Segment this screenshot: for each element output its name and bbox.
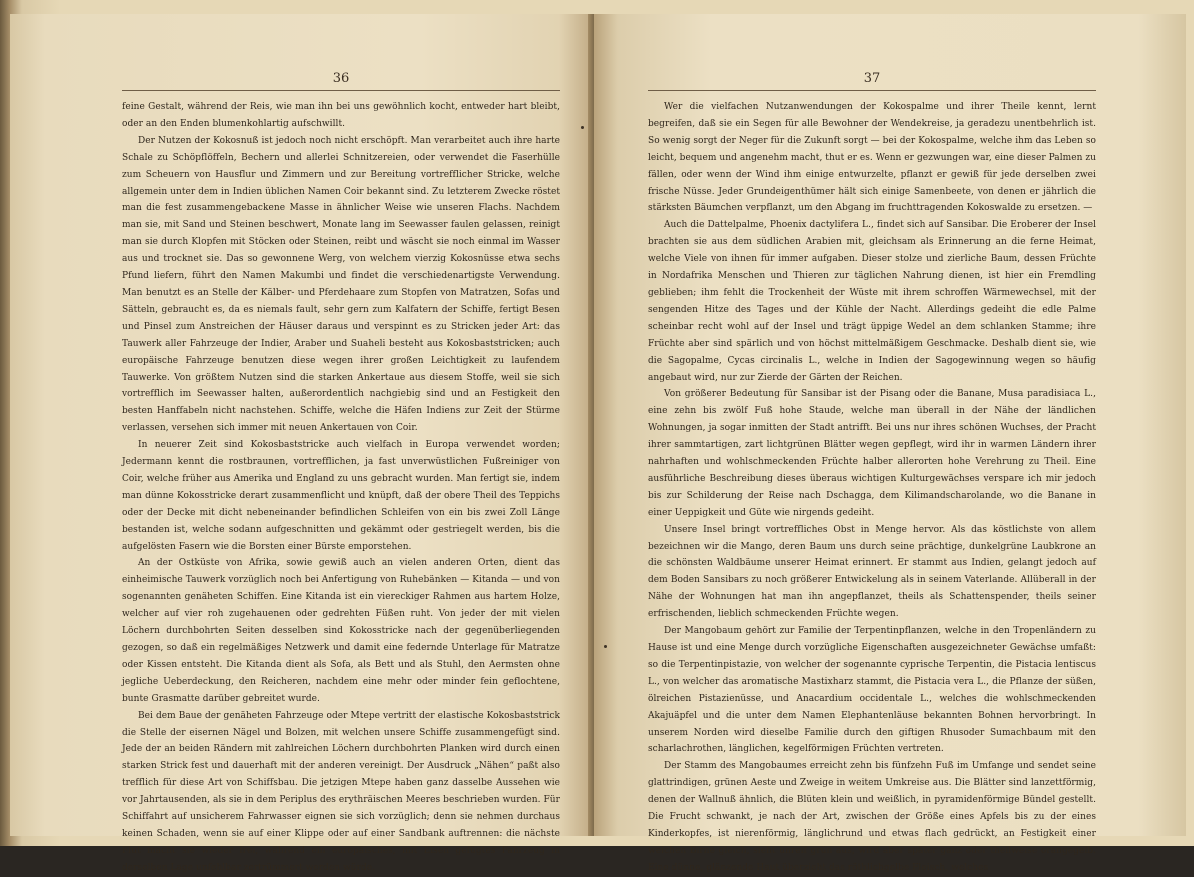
left-page-number: 36 xyxy=(332,71,350,86)
left-page-text xyxy=(122,99,560,877)
right-page-text xyxy=(648,99,1096,877)
right-page-number: 37 xyxy=(863,71,881,86)
paragraph: Unsere Insel bringt vortreffliches Obst in Menge hervor. Als das köstlichste von allem bezeichnen wir die Mango, deren Baum uns durch seine prächtige, dunkelgrüne Laubkrone an die schönsten Waldbäume unserer Heimat erinnert. Er stammt aus Indien, gelangt jedoch auf dem Boden Sansibars zu noch größerer Entwickelung als in seinem Vaterlande. Allüberall in der Nähe der Wohnungen hat man ihn angepflanzet, theils als Schattenspender, theils seiner erfrischenden, lieblich schmeckenden Früchte wegen. xyxy=(648,524,1096,620)
binding-tack-mark xyxy=(604,645,607,648)
right-header-rule xyxy=(648,90,1096,91)
right-page xyxy=(594,14,1186,873)
paragraph: Auch die Dattelpalme, Phoenix dactylifera L., findet sich auf Sansibar. Die Eroberer der Insel brachten sie aus dem südlichen Arabien mit, gleichsam als Erinnerung an die ferne Heimat, welche Viele von ihnen für immer aufgaben. Dieser stolze und zierliche Baum, dessen Früchte in Nordafrika Menschen und Thieren zur täglichen Nahrung dienen, ist hier ein Fremdling geblieben; ihm fehlt die Trockenheit der Wüste mit ihrem schroffen Wärmewechsel, mit der sengenden Hitze des Tages und der Kühle der Nacht. Allerdings gedeiht die edle Palme scheinbar recht wohl auf der Insel und trägt üppige Wedel an dem schlanken Stamme; ihre Früchte aber sind spärlich und von höchst mittelmäßigem Geschmacke. Deshalb dient sie, wie die Sagopalme, Cycas circinalis L., welche in Indien der Sagogewinnung wegen so häufig angebaut wird, nur zur Zierde der Gärten der Reichen. xyxy=(648,220,1096,383)
paragraph: Der Mangobaum gehört zur Familie der Terpentinpflanzen, welche in den Tropenländern zu Hause ist und eine Menge durch vorzügliche Eigenschaften ausgezeichneter Gewächse umfaßt: so die Terpentinpistazie, von welcher der sogenannte cyprische Terpentin, die Pistacia lentiscus L., von welcher das aromatische Mastixharz stammt, die Pistacia vera L., die Pflanze der süßen, ölreichen Pistazienüsse, und Anacardium occidentale L., welches die wohlschmeckenden Akajuäpfel und die unter dem Namen Elephantenläuse bekannten Bohnen hervorbringt. In unserem Norden wird dieselbe Familie durch den giftigen Rhusoder Sumachbaum mit den scharlachrothen, länglichen, kegelförmigen Früchten vertreten. xyxy=(648,626,1096,755)
paragraph: feine Gestalt, während der Reis, wie man ihn bei uns gewöhnlich kocht, entweder hart bleibt, oder an den Enden blumenkohlartig aufschwillt. xyxy=(122,102,560,129)
paragraph: Der Stamm des Mangobaumes erreicht zehn bis fünfzehn Fuß im Umfange und sendet seine glattrindigen, grünen Aeste und Zweige in weitem Umkreise aus. Die Blätter sind lanzettförmig, denen der Wallnuß ähnlich, die Blüten klein und weißlich, in pyramidenförmige Bündel gestellt. Die Frucht schwankt, je nach der Art, zwischen der Größe eines Apfels bis zu der eines Kinderkopfes, ist nierenförmig, länglichrund und etwas flach gedrückt, an Festigkeit einer weichen Birne gleich, sieht unreif grün aus, wird aber später ganz oder theilweise orangegelb. Eine dünne, glänzende Haut überzieht das röthlichgelbe Fleisch, welches xyxy=(648,761,1096,873)
left-page xyxy=(10,14,594,873)
paragraph: Wer die vielfachen Nutzanwendungen der Kokospalme und ihrer Theile kennt, lernt begreifen, daß sie ein Segen für alle Bewohner der Wendekreise, ja geradezu unentbehrlich ist. So wenig sorgt der Neger für die Zukunft sorgt — bei der Kokospalme, welche ihm das Leben so leicht, bequem und angenehm macht, thut er es. Wenn er gezwungen war, eine dieser Palmen zu fällen, oder wenn der Wind ihm einige entwurzelte, pflanzt er gewiß für jede derselben zwei frische Nüsse. Jeder Grundeigenthümer hält sich einige Samenbeete, von denen er jährlich die stärksten Bäumchen verpflanzt, um den Abgang im fruchttragenden Kokoswalde zu ersetzen. — xyxy=(648,102,1096,214)
paragraph: In neuerer Zeit sind Kokosbaststricke auch vielfach in Europa verwendet worden; Jedermann kennt die rostbraunen, vortrefflichen, ja fast unverwüstlichen Fußreiniger von Coir, welche früher aus Amerika und England zu uns gebracht wurden. Man fertigt sie, indem man dünne Kokosstricke derart zusammenflicht und knüpft, daß der obere Theil des Teppichs oder der Decke mit dicht nebeneinander befindlichen Schleifen von ein bis zwei Zoll Länge bestanden ist, welche sodann aufgeschnitten und gekämmt oder gestriegelt werden, bis die aufgelösten Fasern wie die Borsten einer Bürste emporstehen. xyxy=(122,440,560,552)
paragraph: Bei dem Baue der genäheten Fahrzeuge oder Mtepe vertritt der elastische Kokosbaststrick die Stelle der eisernen Nägel und Bolzen, mit welchen unsere Schiffe zusammengefügt sind. Jede der an beiden Rändern mit zahlreichen Löchern durchbohrten Planken wird durch einen starken Strick fest und dauerhaft mit der anderen vereinigt. Der Ausdruck „Nähen“ paßt also trefflich für diese Art von Schiffsbau. Die jetzigen Mtepe haben ganz dasselbe Aussehen wie vor Jahrtausenden, als sie in dem Periplus des erythräischen Meeres beschrieben wurden. Für Schiffahrt auf unsicherem Fahrwasser eignen sie sich vorzüglich; denn sie nehmen durchaus keinen Schaden, wenn sie auf einer Klippe oder auf einer Sandbank auftrennen: die nächste Flut macht sie wieder frei, während ein europäisches, mit Eisen gefügtes Fahrzeug in derselben Lage unfehlbar zertrümmert werden würde. xyxy=(122,710,560,873)
paragraph: Der Nutzen der Kokosnuß ist jedoch noch nicht erschöpft. Man verarbeitet auch ihre harte Schale zu Schöpflöffeln, Bechern und allerlei Schnitzereien, oder verwendet die Faserhülle zum Scheuern von Hausflur und Zimmern und zur Bereitung vortrefflicher Stricke, welche allgemein unter dem in Indien üblichen Namen Coir bekannt sind. Zu letzterem Zwecke röstet man die fest zusammengebackene Masse in ähnlicher Weise wie unseren Flachs. Nachdem man sie, mit Sand und Steinen beschwert, Monate lang im Seewasser faulen gelassen, reinigt man sie durch Klopfen mit Stöcken oder Steinen, reibt und wäscht sie noch einmal im Wasser aus und trocknet sie. Das so gewonnene Werg, von welchem vierzig Kokosnüsse etwa sechs Pfund liefern, führt den Namen Makumbi und findet die verschiedenartigste Verwendung. Man benutzt es an Stelle der Kälber- und Pferdehaare zum Stopfen von Matratzen, Sofas und Sätteln, gebraucht es, da es niemals fault, sehr gern zum Kalfatern der Schiffe, fertigt Besen und Pinsel zum Anstreichen der Häuser daraus und verspinnt es zu Stricken jeder Art: das Tauwerk aller Fahrzeuge der Indier, Araber und Suaheli besteht aus Kokosbaststricken; auch europäische Fahrzeuge benutzen diese wegen ihrer großen Leichtigkeit zu laufendem Tauwerke. Von größtem Nutzen sind die starken Ankertaue aus diesem Stoffe, weil sie sich vortrefflich im Seewasser halten, außerordentlich nachgiebig sind und an Festigkeit den besten Hanffabeln nicht nachstehen. Schiffe, welche die Häfen Indiens zur Zeit der Stürme verlassen, versehen sich immer mit neuen Ankertauen von Coir. xyxy=(122,135,560,434)
left-header-rule xyxy=(122,90,560,91)
paragraph: Von größerer Bedeutung für Sansibar ist der Pisang oder die Banane, Musa paradisiaca L., eine zehn bis zwölf Fuß hohe Staude, welche man überall in der Nähe der ländlichen Wohnungen, ja sogar inmitten der Stadt antrifft. Bei uns nur ihres schönen Wuchses, der Pracht ihrer sammtartigen, zart lichtgrünen Blätter wegen gepflegt, wird ihr in warmen Ländern ihrer nahrhaften und wohlschmeckenden Früchte halber allerorten hohe Verehrung zu Theil. Eine ausführliche Beschreibung dieses überaus wichtigen Kulturgewächses verspare ich mir jedoch bis zur Schilderung der Reise nach Dschagga, dem Kilimandscharolande, wo die Banane in einer Ueppigkeit und Güte wie nirgends gedeiht. xyxy=(648,389,1096,518)
paragraph: An der Ostküste von Afrika, sowie gewiß auch an vielen anderen Orten, dient das einheimische Tauwerk vorzüglich noch bei Anfertigung von Ruhebänken — Kitanda — und von sogenannten genäheten Schiffen. Eine Kitanda ist ein viereckiger Rahmen aus hartem Holze, welcher auf vier roh zugehauenen oder gedrehten Füßen ruht. Von jeder der mit vielen Löchern durchbohrten Seiten desselben sind Kokosstricke nach der gegenüberliegenden gezogen, so daß ein regelmäßiges Netzwerk und damit eine federnde Unterlage für Matratze oder Kissen entsteht. Die Kitanda dient als Sofa, als Bett und als Stuhl, den Aermsten ohne jegliche Ueberdeckung, den Reicheren, nachdem eine mehr oder minder fein geflochtene, bunte Grasmatte darüber gebreitet wurde. xyxy=(122,558,560,704)
binding-tack-mark xyxy=(581,126,584,129)
